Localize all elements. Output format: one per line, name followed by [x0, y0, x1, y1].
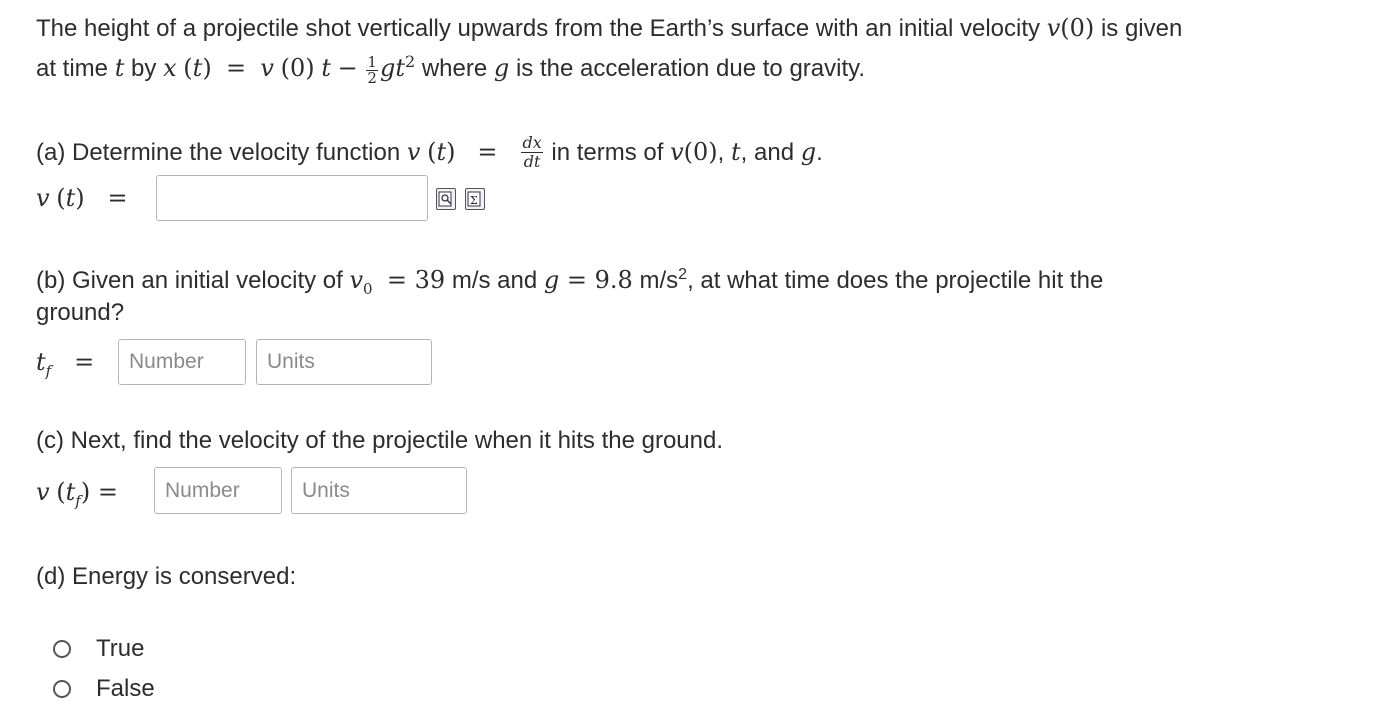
- true-option-label[interactable]: True: [96, 635, 145, 662]
- velocity-units-input[interactable]: [291, 467, 467, 514]
- intro-line-2: at time t by x (t) = v (0) t − $\frac{1}{2}$ $gt^2$ where g is the acceleration due to gravity.: [36, 52, 866, 87]
- svg-text:Σ: Σ: [470, 194, 478, 207]
- false-option-label[interactable]: False: [96, 675, 155, 702]
- part-c-prompt: (c) Next, find the velocity of the projectile when it hits the ground.: [36, 427, 724, 454]
- preview-icon[interactable]: [436, 188, 456, 210]
- part-b-answer-label: $t_f$ =: [36, 348, 95, 380]
- part-d-prompt: (d) Energy is conserved:: [36, 563, 297, 590]
- part-b-prompt: (b) Given an initial velocity of $v_0 = 39$ m/s and g = 9.8 $m/s^2$, at what time does the projectile hit the: [36, 266, 1104, 298]
- velocity-function-input[interactable]: [156, 175, 428, 221]
- one-half-fraction: $\frac{1}{2}$: [367, 52, 377, 87]
- equation-editor-icon[interactable]: [465, 188, 485, 210]
- part-c-answer-label: v $(t_f)$ =: [36, 478, 118, 510]
- time-number-input[interactable]: [118, 339, 246, 385]
- true-radio[interactable]: [53, 640, 71, 658]
- intro-line-1: The height of a projectile shot vertically upwards from the Earth’s surface with an initial velocity v(0) is given: [36, 14, 1183, 42]
- part-b-prompt-line-2: ground?: [36, 299, 125, 326]
- part-a-answer-label: v (t) =: [36, 184, 128, 212]
- time-units-input[interactable]: [256, 339, 432, 385]
- velocity-number-input[interactable]: [154, 467, 282, 514]
- part-a-prompt: (a) Determine the velocity function v (t) = $\frac{dx}{dt}$ in terms of v(0), t, and g.: [36, 133, 823, 171]
- false-radio[interactable]: [53, 680, 71, 698]
- dx-dt-fraction: $\frac{dx}{dt}$: [522, 133, 542, 171]
